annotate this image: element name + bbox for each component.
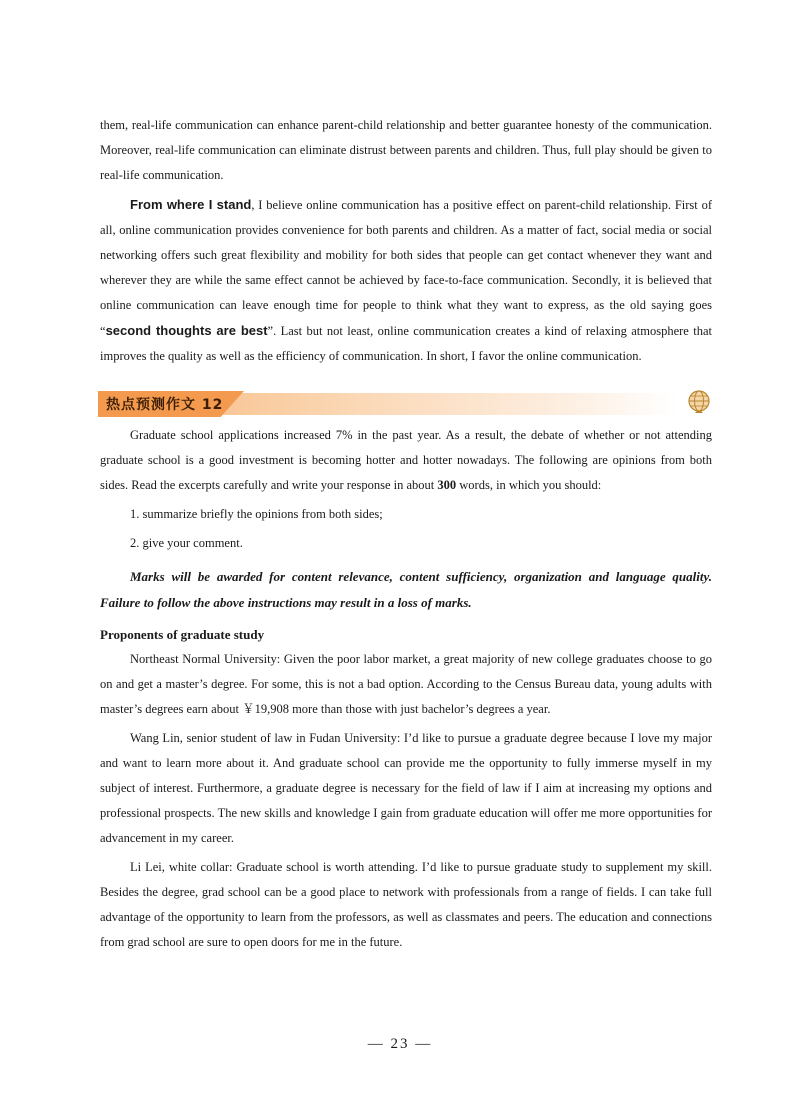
section-banner <box>98 387 714 419</box>
prompt-paragraph <box>100 423 712 498</box>
section-heading: Proponents of graduate study <box>100 627 265 642</box>
opinion-lead: From where I stand <box>130 197 252 212</box>
continued-paragraph: them, real-life communication can enhance parent-child relationship and better guarantee honesty of the communication. Moreover, real-life communication can eliminate distrust between parents and children. Thus, full play should be given to real-life communication. <box>100 118 712 182</box>
prompt-text-1: Graduate school applications increased 7% in the past year. As a result, the debate of whether or not attending graduate school is a good investment is becoming hotter and hotter nowadays. The following are opinions from both sides. Read the excerpts carefully and write your response in about <box>100 428 712 492</box>
instruction-item: 2. give your comment. <box>130 536 243 550</box>
banner-title: 热点预测作文 12 <box>106 397 224 413</box>
instruction-item: 1. summarize briefly the opinions from both sides; <box>130 507 383 521</box>
globe-icon <box>684 387 714 417</box>
word-count: 300 <box>437 478 457 492</box>
opinion-quote: second thoughts are best <box>105 323 268 338</box>
marks-note: Marks will be awarded for content relevance, content sufficiency, organization and language quality. Failure to follow the above instructions may result in a loss of marks. <box>100 569 712 610</box>
prompt-text-2: words, in which you should: <box>456 478 602 492</box>
quote-paragraph: Northeast Normal University: Given the poor labor market, a great majority of new college graduates choose to go on and get a master’s degree. For some, this is not a bad option. According to the Census Bureau data, young adults with master’s degrees earn about ￥19,908 more than those with just bachelor’s degrees a year. <box>100 652 712 716</box>
page-number: — 23 — <box>367 1036 433 1052</box>
opinion-text-2: ”. Last but not least, online communication creates a kind of relaxing atmosphere that improves the quality as well as the efficiency of communication. In short, I favor the online communication. <box>100 324 712 363</box>
quote-paragraph: Li Lei, white collar: Graduate school is worth attending. I’d like to pursue graduate study to supplement my skill. Besides the degree, grad school can be a good place to network with professionals from a range of fields. I can take full advantage of the opportunity to learn from the professors, as well as classmates and peers. The education and connections from grad school are sure to open doors for me in the future. <box>100 860 712 949</box>
opinion-text-1: , I believe online communication has a positive effect on parent-child relationship. First of all, online communication provides convenience for both parents and children. As a matter of fact, social media or social networking offers such great flexibility and mobility for both sides that people can get contact whenever they want and wherever they are while the same effect cannot be achieved by face-to-face communication. Secondly, it is believed that online communication can leave enough time for people to think what they want to express, as the old saying goes “ <box>100 198 712 338</box>
quote-paragraph: Wang Lin, senior student of law in Fudan University: I’d like to pursue a graduate degree because I love my major and want to learn more about it. And graduate school can provide me the opportunity to fully immerse myself in my subject of interest. Furthermore, a graduate degree is necessary for the field of law if I aim at increasing my options and professional prospects. The new skills and knowledge I gain from graduate education will offer me more opportunities for advancement in my career. <box>100 731 712 845</box>
page-body <box>100 113 712 955</box>
opinion-paragraph <box>100 192 712 369</box>
